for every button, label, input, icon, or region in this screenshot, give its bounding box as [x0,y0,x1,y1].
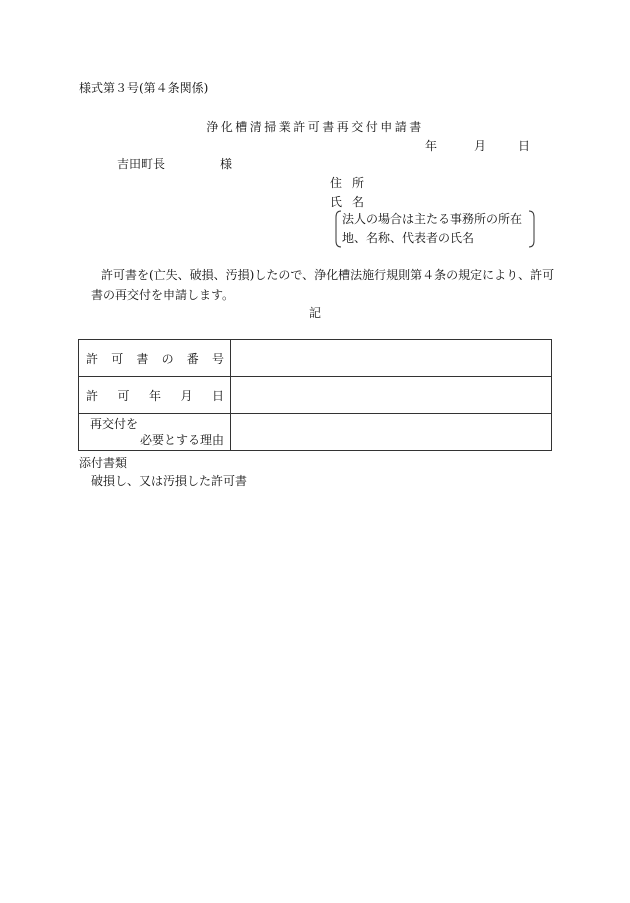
reissue-reason-label-line-2: 必要とする理由 [139,433,224,447]
permit-number-label-char: 書 [136,351,149,366]
addressee-honorific: 様 [220,157,233,171]
body-text-line-1: 許可書を(亡失、破損、汚損)したので、浄化槽法施行規則第４条の規定により、許可 [101,268,555,282]
date-month-label: 月 [474,139,487,153]
permit-date-field[interactable] [231,377,552,414]
permit-number-label-char: の [161,351,174,366]
permit-date-label-char: 可 [117,388,130,403]
reissue-reason-label [79,414,231,451]
application-table [78,339,552,451]
permit-number-label [79,340,231,377]
body-text-line-2: 書の再交付を申請します。 [91,288,235,302]
permit-date-label-char: 年 [148,388,161,403]
addressee: 吉田町長 [117,157,166,171]
permit-number-label-char: 可 [111,351,124,366]
permit-number-label-char: 号 [211,351,224,366]
permit-date-label-char: 月 [180,388,193,403]
corporation-note [334,210,536,248]
corporation-note-line-1: 法人の場合は主たる事務所の所在 [342,212,523,226]
permit-date-label-char: 許 [86,388,99,403]
reissue-reason-label-line-1: 再交付を [90,417,139,431]
date-day-label: 日 [518,139,531,153]
attachments-title: 添付書類 [79,456,128,470]
permit-number-field[interactable] [231,340,552,377]
table-row [79,377,552,414]
table-row [79,414,552,451]
document-title: 浄化槽清掃業許可書再交付申請書 [206,120,424,134]
permit-number-label-char: 番 [186,351,199,366]
applicant-name-label: 氏名 [330,195,375,209]
date-year-label: 年 [425,139,438,153]
applicant-address-label: 住所 [330,176,375,190]
ki-heading: 記 [308,306,321,320]
permit-number-label-char: 許 [86,351,99,366]
form-number: 様式第３号(第４条関係) [79,81,209,95]
permit-date-label [79,377,231,414]
reissue-reason-field[interactable] [231,414,552,451]
table-row [79,340,552,377]
permit-date-label-char: 日 [211,388,224,403]
corporation-note-line-2: 地、名称、代表者の氏名 [342,231,475,245]
attachment-item: 破損し、又は汚損した許可書 [91,474,248,488]
